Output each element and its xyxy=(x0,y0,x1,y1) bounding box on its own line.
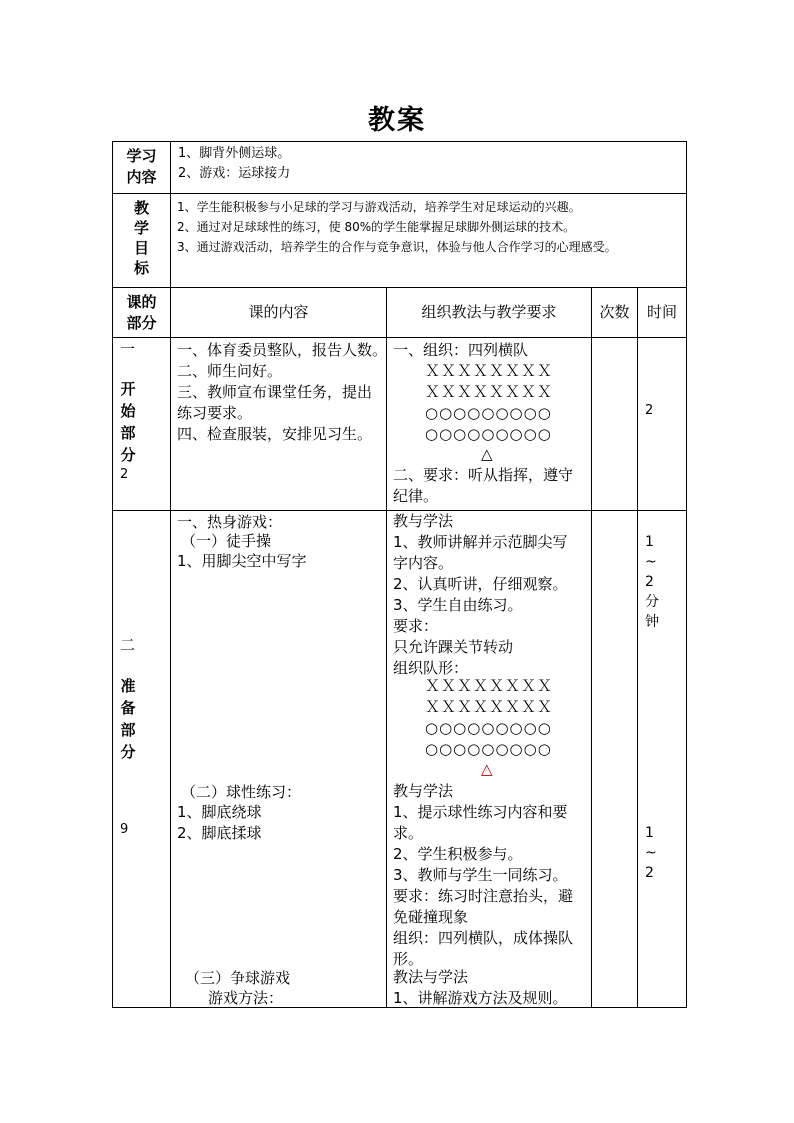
section1-name: 开 始 部 分 xyxy=(120,380,136,464)
teacher-triangle-icon: △ xyxy=(481,760,493,778)
learning-content-label: 学习 内容 xyxy=(126,147,157,186)
section2-formation: ＸＸＸＸＸＸＸＸ ＸＸＸＸＸＸＸＸ ○○○○○○○○○ ○○○○○○○○○ xyxy=(425,677,554,758)
header-time: 时间 xyxy=(646,303,677,321)
section1-method-intro: 一、组织：四列横队 xyxy=(393,341,529,359)
section2-name: 准 备 部 分 xyxy=(120,677,136,761)
teacher-triangle-icon: △ xyxy=(481,445,493,463)
part3-method: 教法与学法 1、讲解游戏方法及规则。 xyxy=(393,968,568,1007)
learning-content-item: 1、脚背外侧运球。 xyxy=(178,146,291,161)
document-title: 教案 xyxy=(368,105,426,136)
part2-time: 1 ~ 2 xyxy=(645,825,657,881)
part3-sub: 游戏方法： xyxy=(208,989,284,1007)
teaching-goal-item: 2、通过对足球球性的练习，使 80%的学生能掌握足球脚外侧运球的技术。 xyxy=(177,220,576,234)
warmup-title: 一、热身游戏： xyxy=(177,513,283,531)
part1-time: 1 ~ 2 分 钟 xyxy=(645,534,659,630)
part1-item: 1、用脚尖空中写字 xyxy=(177,552,307,570)
section1-content: 一、体育委员整队，报告人数。 二、师生问好。 三、教师宣布课堂任务，提出 练习要求。 四、检查服装，安排见习生。 xyxy=(177,341,388,443)
part1-title: （一）徒手操 xyxy=(181,532,272,550)
part2-method: 教与学法 1、提示球性练习内容和要 求。 2、学生积极参与。 3、教师与学生一同练习。 要求：练习时注意抬头，避 免碰撞现象 组织：四列横队，成体操队 形。 xyxy=(393,782,574,968)
header-section: 课的 部分 xyxy=(126,293,157,332)
teaching-goal-item: 3、通过游戏活动，培养学生的合作与竞争意识，体验与他人合作学习的心理感受。 xyxy=(177,240,617,254)
part2-title: （二）球性练习： xyxy=(181,783,302,801)
section1-formation: ＸＸＸＸＸＸＸＸ ＸＸＸＸＸＸＸＸ ○○○○○○○○○ ○○○○○○○○○ xyxy=(425,362,554,443)
teaching-goal-item: 1、学生能积极参与小足球的学习与游戏活动，培养学生对足球运动的兴趣。 xyxy=(177,200,581,214)
section1-time: 2 xyxy=(645,403,654,418)
teaching-goals-label: 教 学 目 标 xyxy=(133,199,149,277)
section2-minutes: 9 xyxy=(120,822,129,837)
learning-content-item: 2、游戏：运球接力 xyxy=(178,166,291,181)
part1-method: 教与学法 1、教师讲解并示范脚尖写 字内容。 2、认真听讲，仔细观察。 3、学生自由练习。 要求： 只允许踝关节转动 组织队形： xyxy=(393,512,568,677)
section1-requirement: 二、要求：听从指挥，遵守 纪律。 xyxy=(393,466,574,505)
part2-items: 1、脚底绕球 2、脚底揉球 xyxy=(177,803,262,842)
section1-number: 一 xyxy=(120,340,136,358)
part3-title: （三）争球游戏 xyxy=(185,969,291,987)
section1-minutes: 2 xyxy=(120,467,129,482)
section2-number: 二 xyxy=(120,636,136,654)
header-content: 课的内容 xyxy=(248,303,309,321)
header-count: 次数 xyxy=(599,303,630,321)
header-method: 组织教法与教学要求 xyxy=(421,303,557,321)
